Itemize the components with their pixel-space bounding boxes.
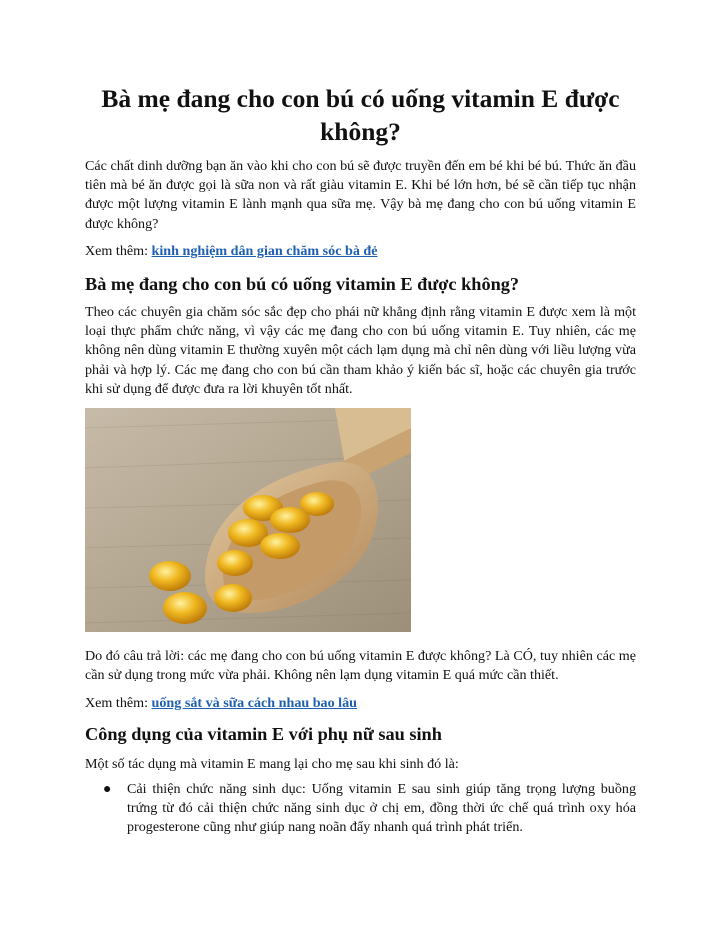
see-also-1 [85,242,378,261]
see-also-link-1[interactable]: kinh nghiệm dân gian chăm sóc bà đẻ [151,243,378,259]
see-also-prefix: Xem thêm: [85,695,152,711]
paragraph-3: Một số tác dụng mà vitamin E mang lại cho mẹ sau khi sinh đó là: [85,756,459,772]
see-also-2 [85,694,357,713]
bullet-marker: ● [103,782,112,797]
section-heading-2: Công dụng của vitamin E với phụ nữ sau sinh [85,724,442,744]
vitamin-e-capsules-photo [85,408,411,632]
see-also-link-2[interactable]: uống sắt và sữa cách nhau bao lâu [151,695,357,711]
paragraph-2: Do đó câu trả lời: các mẹ đang cho con bú uống vitamin E được không? Là CÓ, tuy nhiên các mẹ cần sử dụng trong mức vừa phải. Không nên lạm dụng vitamin E quá mức cần thiết. [85,648,636,684]
see-also-prefix: Xem thêm: [85,243,152,259]
section-heading-1: Bà mẹ đang cho con bú có uống vitamin E được không? [85,274,520,294]
paragraph-1: Theo các chuyên gia chăm sóc sắc đẹp cho phái nữ khẳng định rằng vitamin E được xem là một loại thực phẩm chức năng, vì vậy các mẹ đang cho con bú uống vitamin E. Tuy nhiên, các mẹ không nên dùng vitamin E thường xuyên một cách lạm dụng mà chỉ nên dùng với liều lượng vừa phải và hợp lý. Các mẹ đang cho con bú cần tham khảo ý kiến bác sĩ, hoặc các chuyên gia trước khi sử dụng để được đưa ra lời khuyên tốt nhất. [85,304,636,397]
page-title: Bà mẹ đang cho con bú có uống vitamin E được không? [101,84,620,146]
bullet-item: Cải thiện chức năng sinh dục: Uống vitamin E sau sinh giúp tăng trọng lượng buồng trứng từ đó cải thiện chức năng sinh dục ở chị em, đồng thời ức chế quá trình oxy hóa progesterone cũng như giúp nang noãn đẩy nhanh quá trình phát triển. [127,781,636,836]
intro-paragraph: Các chất dinh dưỡng bạn ăn vào khi cho con bú sẽ được truyền đến em bé khi bé bú. Thức ăn đầu tiên mà bé ăn được gọi là sữa non và rất giàu vitamin E. Khi bé lớn hơn, bé sẽ cần tiếp tục nhận được một lượng vitamin E lành mạnh qua sữa mẹ. Vậy bà mẹ đang cho con bú uống vitamin E được không? [85,158,636,232]
